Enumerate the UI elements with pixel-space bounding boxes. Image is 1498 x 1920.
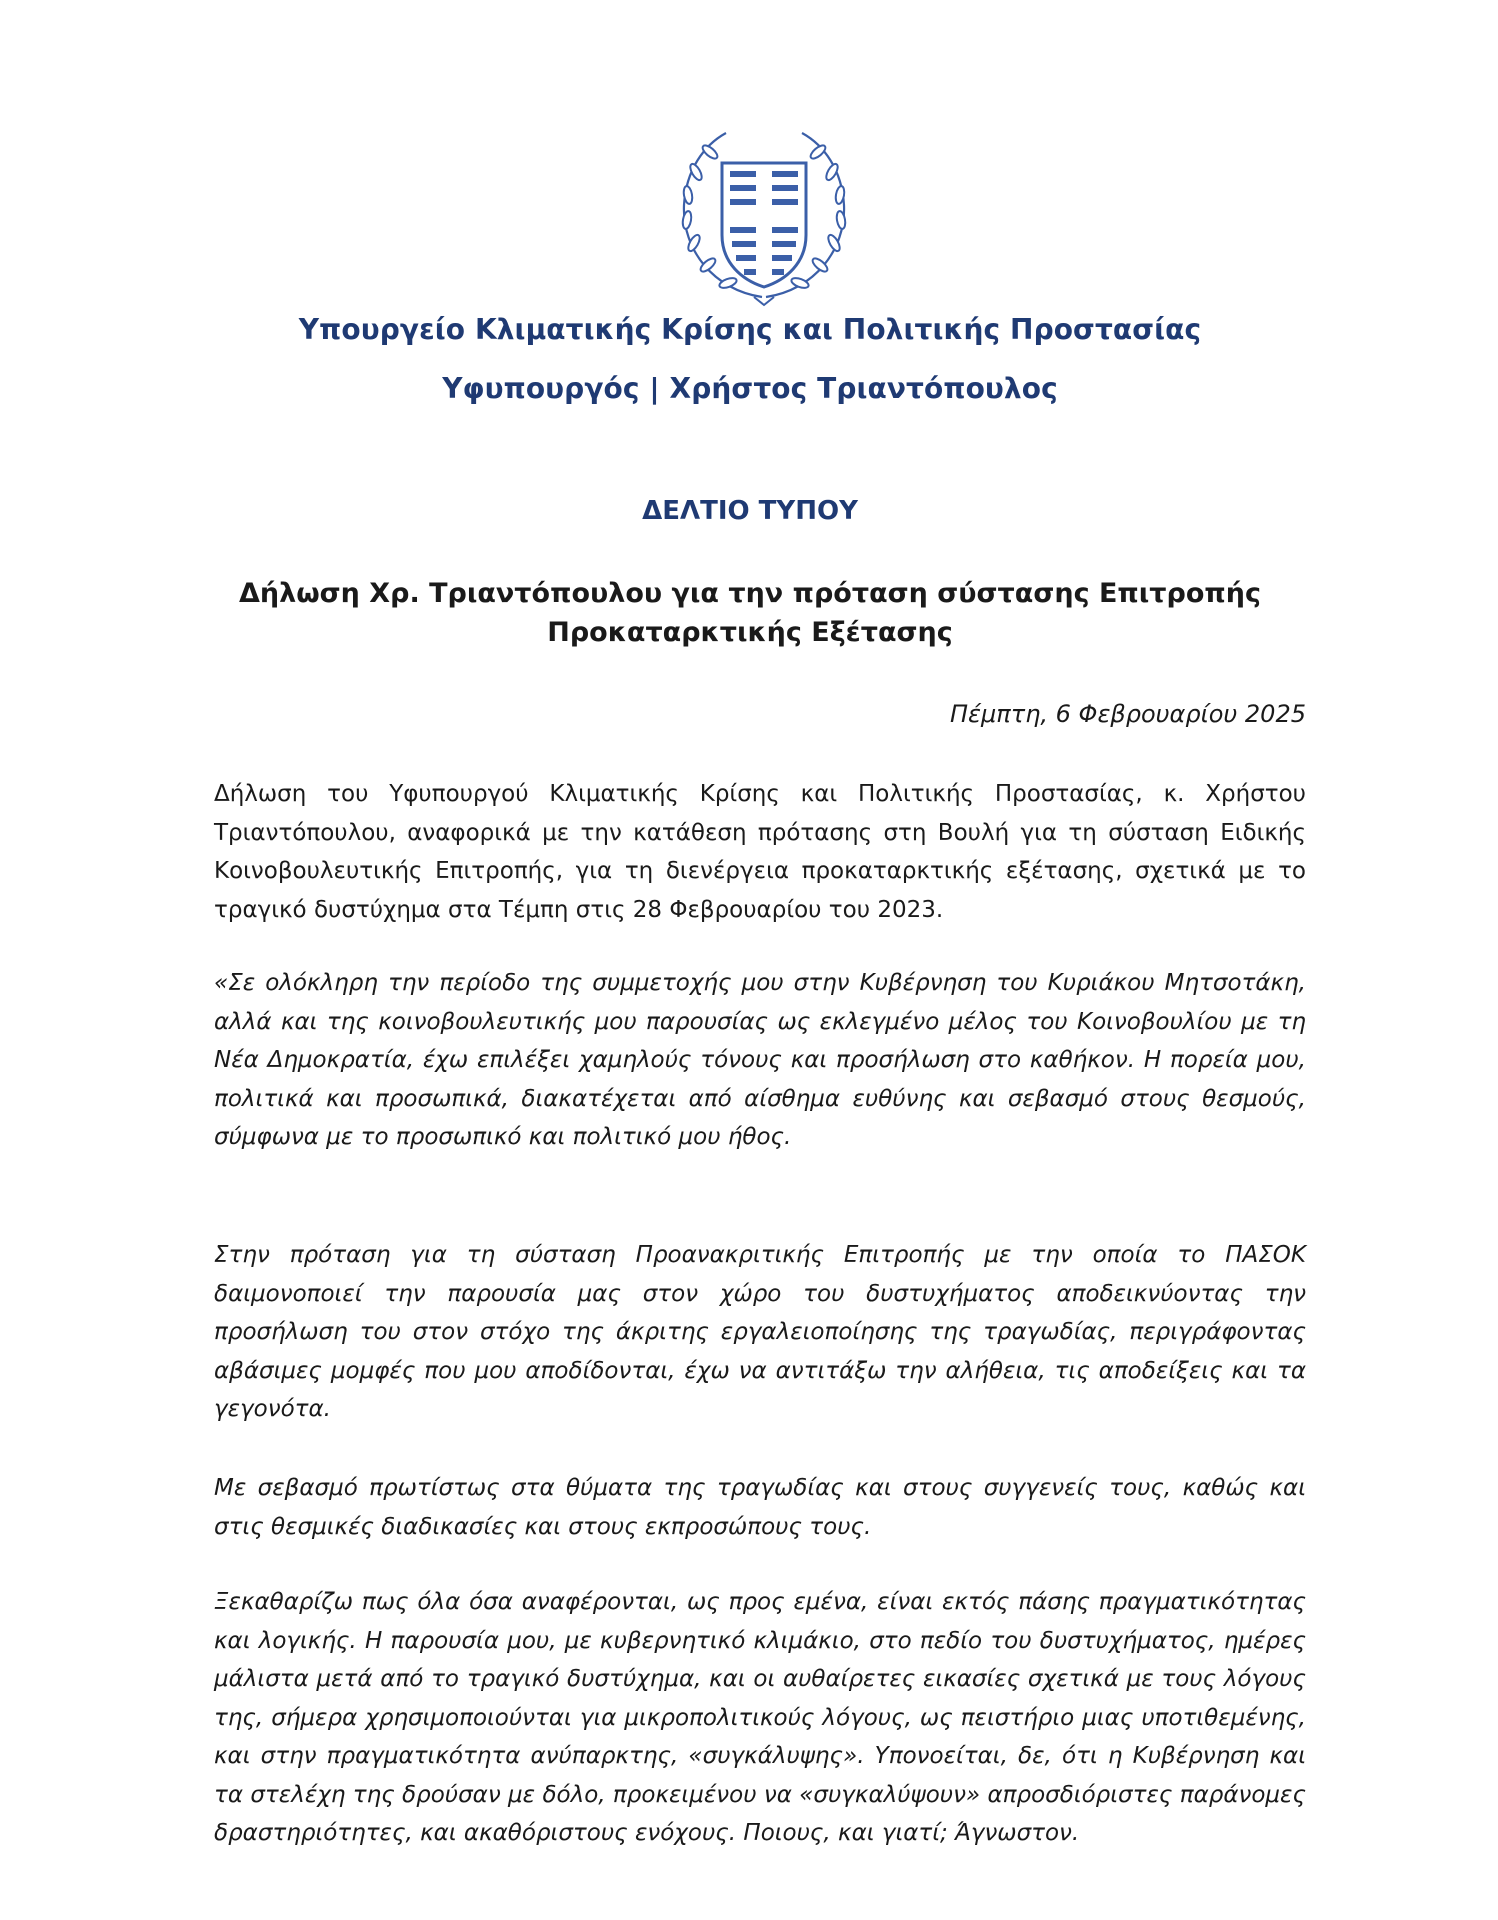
document-type-label: ΔΕΛΤΙΟ ΤΥΠΟΥ: [642, 496, 858, 526]
statement-paragraph-4: Ξεκαθαρίζω πως όλα όσα αναφέρονται, ως προς εμένα, είναι εκτός πάσης πραγματικότητας και λογικής. Η παρουσία μου, με κυβερνητικό κλιμάκιο, στο πεδίο του δυστυχήματος, ημέρες μάλιστα μετά από το τραγικό δυστύχημα, και οι αυθαίρετες εικασίες σχετικά με τους λόγους της, σήμερα χρησιμοποιούνται για μικροπολιτικούς λόγους, ως πειστήριο μιας υποτιθεμένης, και στην πραγματικότητα ανύπαρκτης, «συγκάλυψης». Υπονοείται, δε, ότι η Κυβέρνηση και τα στελέχη της δρούσαν με δόλο, προκειμένου να «συγκαλύψουν» απροσδιόριστες παράνομες δραστηριότητες, και ακαθόριστους ενόχους. Ποιους, και γιατί; Άγνωστον.: [214, 1589, 1306, 1846]
office-name: Υφυπουργός | Χρήστος Τριαντόπουλος: [442, 372, 1058, 405]
press-release-title: [220, 574, 1280, 652]
ministry-name: Υπουργείο Κλιματικής Κρίσης και Πολιτικής Προστασίας: [298, 313, 1202, 346]
title-line-1: Δήλωση Χρ. Τριαντόπουλου για την πρόταση σύστασης Επιτροπής: [238, 578, 1262, 609]
coat-of-arms-icon: [674, 125, 854, 310]
intro-paragraph: Δήλωση του Υφυπουργού Κλιματικής Κρίσης και Πολιτικής Προστασίας, κ. Χρήστου Τριαντόπουλου, αναφορικά με την κατάθεση πρότασης στη Βουλή για τη σύσταση Ειδικής Κοινοβουλευτικής Επιτροπής, για τη διενέργεια προκαταρκτικής εξέτασης, σχετικά με το τραγικό δυστύχημα στα Τέμπη στις 28 Φεβρουαρίου του 2023.: [214, 781, 1306, 923]
statement-paragraph-2: Στην πρόταση για τη σύσταση Προανακριτικής Επιτροπής με την οποία το ΠΑΣΟΚ δαιμονοποιεί την παρουσία μας στον χώρο του δυστυχήματος αποδεικνύοντας την προσήλωση του στον στόχο της άκριτης εργαλειοποίησης της τραγωδίας, περιγράφοντας αβάσιμες μομφές που μου αποδίδονται, έχω να αντιτάξω την αλήθεια, τις αποδείξεις και τα γεγονότα.: [214, 1242, 1306, 1422]
statement-paragraph-3: Με σεβασμό πρωτίστως στα θύματα της τραγωδίας και στους συγγενείς τους, καθώς και στις θεσμικές διαδικασίες και στους εκπροσώπους τους.: [214, 1475, 1306, 1540]
statement-paragraph-1: «Σε ολόκληρη την περίοδο της συμμετοχής μου στην Κυβέρνηση του Κυριάκου Μητσοτάκη, αλλά και της κοινοβουλευτικής μου παρουσίας ως εκλεγμένο μέλος του Κοινοβουλίου με τη Νέα Δημοκρατία, έχω επιλέξει χαμηλούς τόνους και προσήλωση στο καθήκον. Η πορεία μου, πολιτικά και προσωπικά, διακατέχεται από αίσθημα ευθύνης και σεβασμό στους θεσμούς, σύμφωνα με το προσωπικό και πολιτικό μου ήθος.: [214, 970, 1306, 1150]
release-date: Πέμπτη, 6 Φεβρουαρίου 2025: [950, 700, 1306, 728]
title-line-2: Προκαταρκτικής Εξέτασης: [547, 617, 953, 648]
